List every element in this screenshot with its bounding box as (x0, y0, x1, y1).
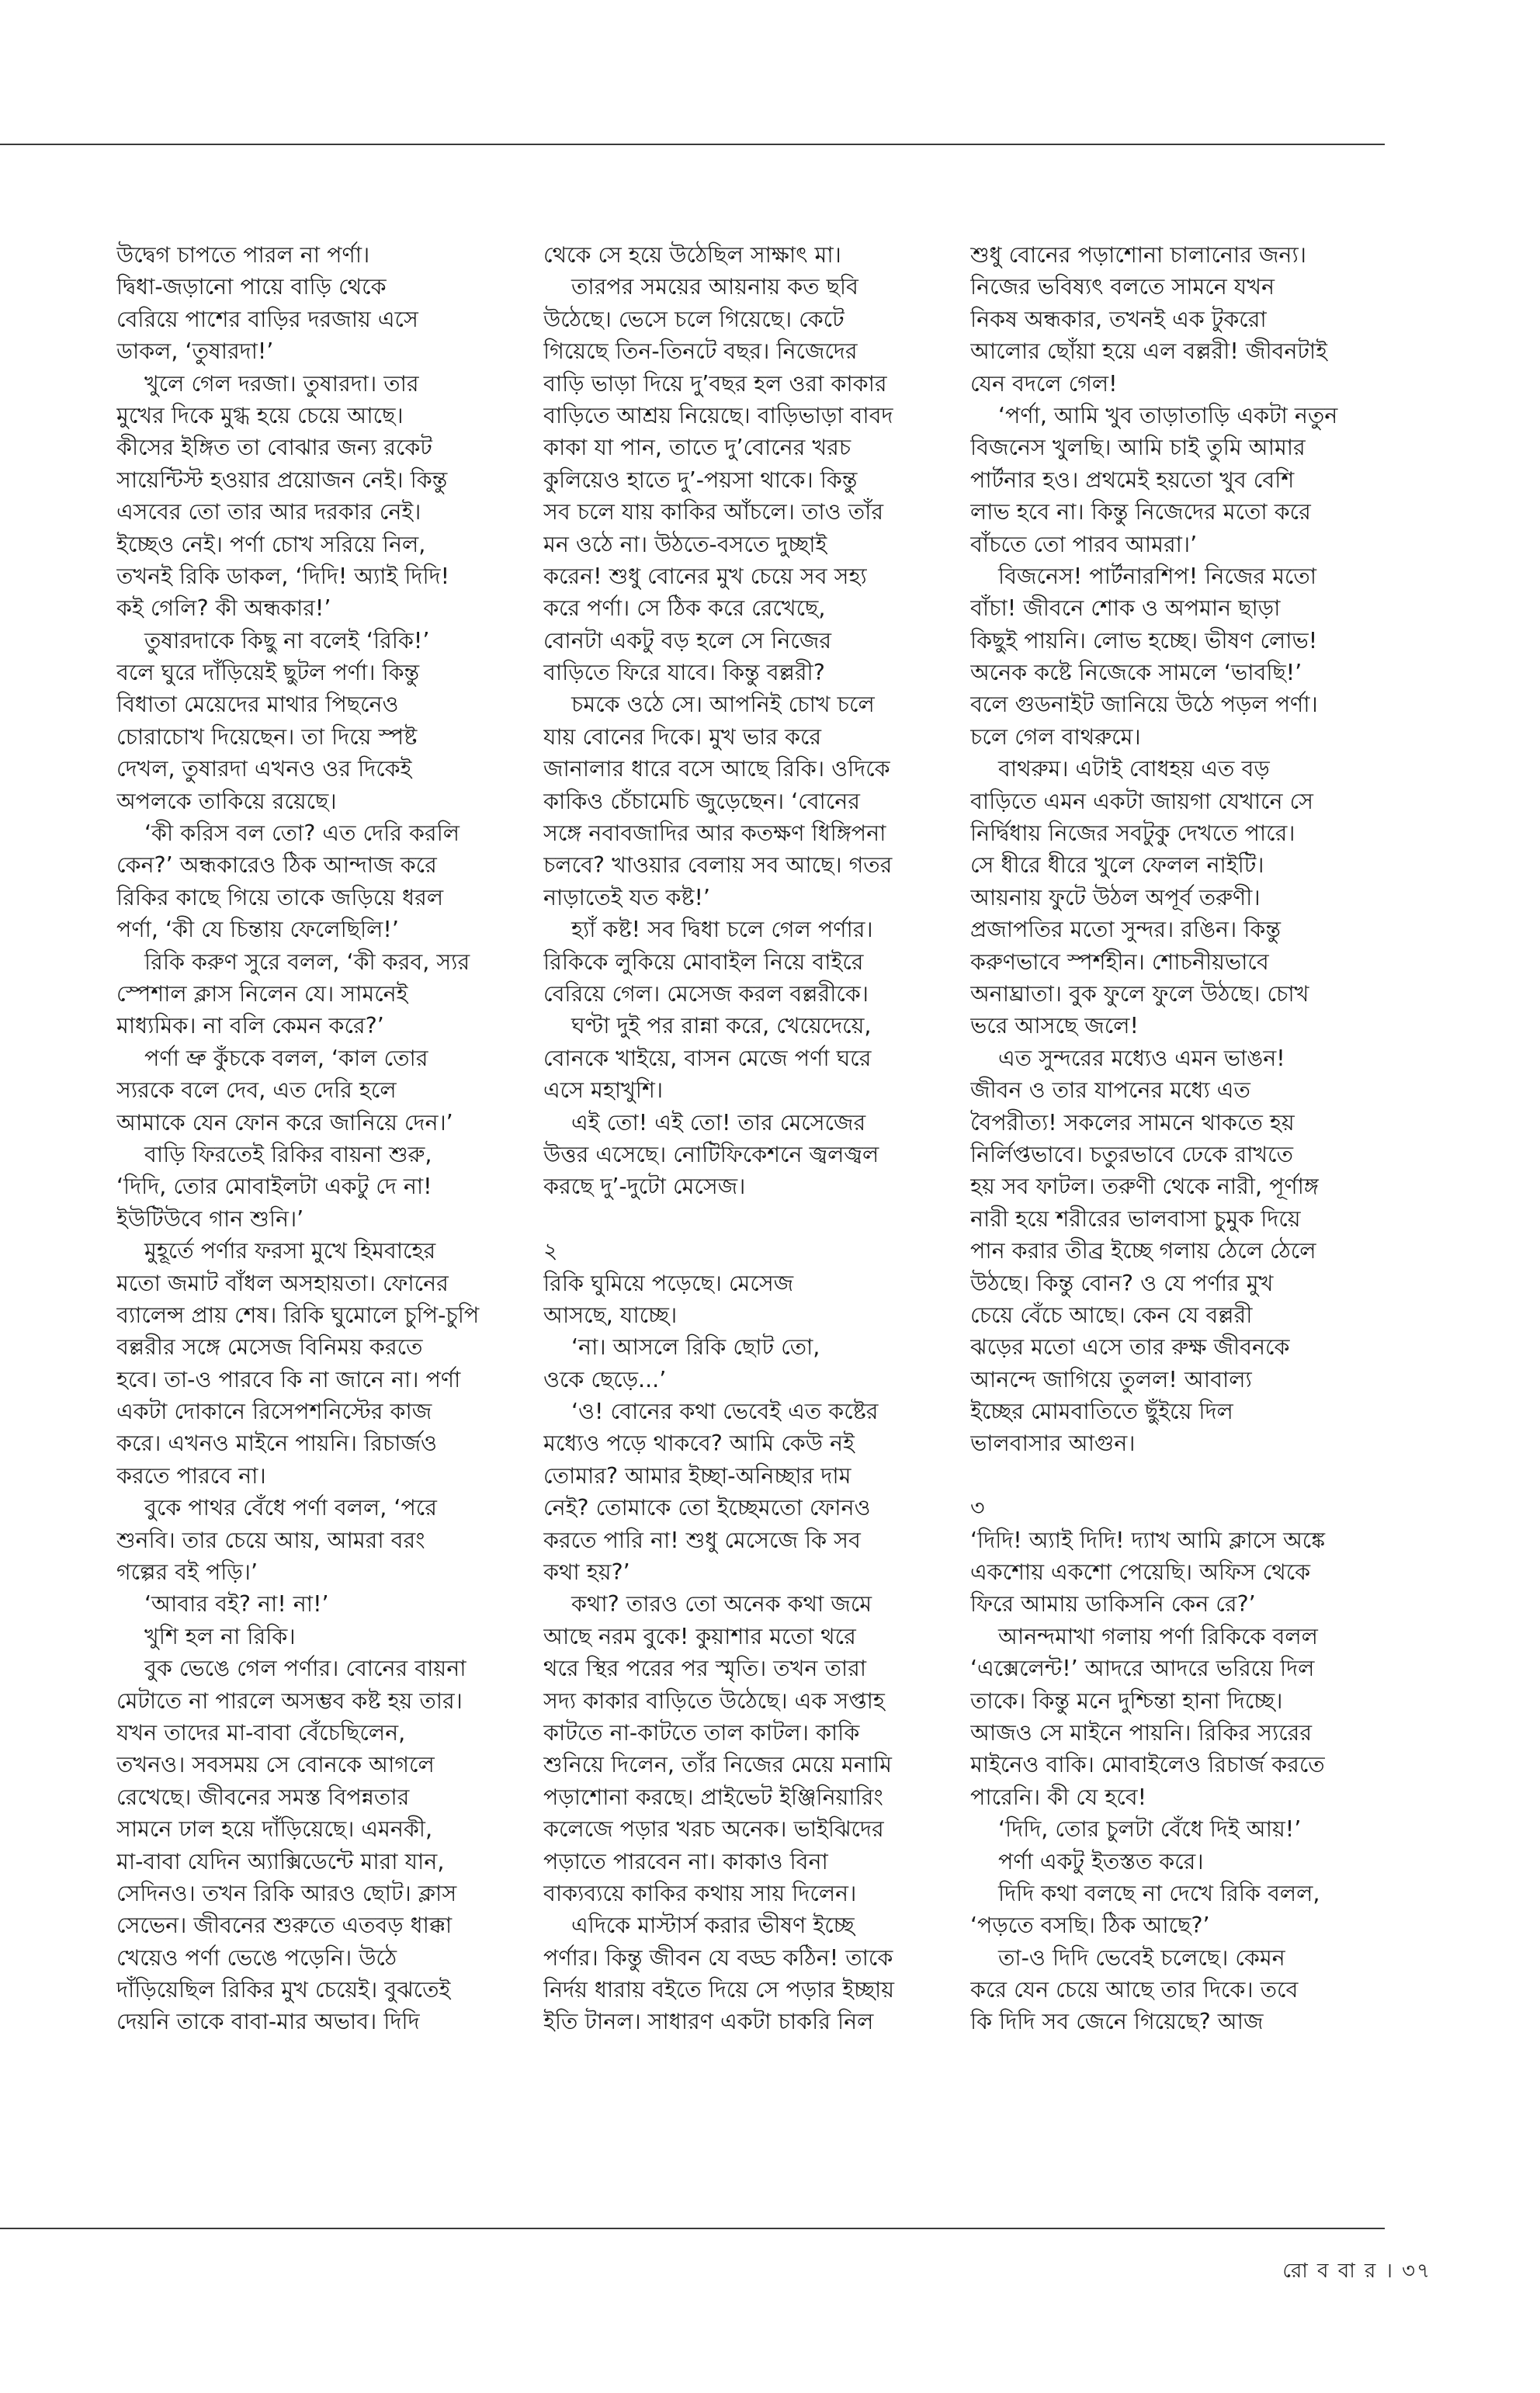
text-line: এই তো! এই তো! তার মেসেজের (571, 1109, 866, 1136)
text-line: এসবের তো তার আর দরকার নেই। (116, 499, 421, 525)
text-line: স্যরকে বলে দেব, এত দেরি হলে (116, 1077, 397, 1104)
text-line: যেন বদলে গেল! (970, 370, 1118, 397)
text-line: আলোর ছোঁয়া হয়ে এল বল্লরী! জীবনটাই (970, 338, 1327, 365)
text-line: পর্ণার। কিন্তু জীবন যে বড্ড কঠিন! তাকে (543, 1944, 893, 1971)
text-line: করে যেন চেয়ে আছে তার দিকে। তবে (970, 1977, 1299, 2003)
text-line: ‘দিদি! অ্যাই দিদি! দ্যাখ আমি ক্লাসে অঙ্কে (970, 1527, 1326, 1553)
text-line: বাঁচতে তো পারব আমরা।’ (970, 531, 1198, 557)
text-line: থরে স্থির পরের পর স্মৃতি। তখন তারা (543, 1656, 867, 1682)
column-2 (543, 239, 947, 2038)
text-line: তা-ও দিদি ভেবেই চলেছে। কেমন (998, 1944, 1285, 1971)
text-line: থেকে সে হয়ে উঠেছিল সাক্ষাৎ মা। (543, 242, 841, 268)
text-line: চলবে? খাওয়ার বেলায় সব আছে। গতর (543, 852, 893, 879)
text-line: দেখল, তুষারদা এখনও ওর দিকেই (116, 756, 412, 782)
text-line: একশোয় একশো পেয়েছি। অফিস থেকে (970, 1559, 1311, 1586)
text-line: বাড়ি ভাড়া দিয়ে দু’বছর হল ওরা কাকার (543, 370, 887, 397)
text-line: কুলিয়েও হাতে দু’-পয়সা থাকে। কিন্তু (543, 466, 858, 493)
text-line: মেটাতে না পারলে অসম্ভব কষ্ট হয় তার। (116, 1687, 463, 1714)
text-line: দ্বিধা-জড়ানো পায়ে বাড়ি থেকে (116, 274, 387, 300)
text-line: চমকে ওঠে সে। আপনিই চোখ চলে (571, 692, 875, 718)
text-line: খুলে গেল দরজা। তুষারদা। তার (144, 370, 419, 397)
text-line: ইচ্ছেও নেই। পর্ণা চোখ সরিয়ে নিল, (116, 531, 426, 557)
text-line: পারেনি। কী যে হবে! (970, 1784, 1147, 1810)
text-line: ‘কী করিস বল তো? এত দেরি করলি (144, 820, 460, 847)
text-line: রিকির কাছে গিয়ে তাকে জড়িয়ে ধরল (116, 884, 444, 910)
text-line: ঝড়ের মতো এসে তার রুক্ষ জীবনকে (970, 1334, 1290, 1361)
text-line: উঠেছে। ভেসে চলে গিয়েছে। কেটে (543, 306, 845, 332)
text-line: বোনকে খাইয়ে, বাসন মেজে পর্ণা ঘরে (543, 1045, 872, 1071)
text-line: বুকে পাথর বেঁধে পর্ণা বলল, ‘পরে (144, 1495, 437, 1521)
text-line: আমাকে যেন ফোন করে জানিয়ে দেন।’ (116, 1109, 453, 1136)
text-line: খেয়েও পর্ণা ভেঙে পড়েনি। উঠে (116, 1944, 397, 1971)
text-line: মুখের দিকে মুগ্ধ হয়ে চেয়ে আছে। (116, 402, 404, 428)
text-line: গিয়েছে তিন-তিনটে বছর। নিজেদের (543, 338, 858, 365)
text-line: পার্টনার হও। প্রথমেই হয়তো খুব বেশি (970, 466, 1295, 493)
text-line: আজও সে মাইনে পায়নি। রিকির স্যরের (970, 1719, 1313, 1746)
text-line: গল্পের বই পড়ি।’ (116, 1559, 258, 1586)
text-line: এসে মহাখুশি। (543, 1077, 664, 1104)
text-line: ‘আবার বই? না! না!’ (144, 1591, 329, 1618)
page-folio: রো ব বা র । ৩৭ (1282, 2259, 1431, 2283)
text-line: নির্লিপ্তভাবে। চতুরভাবে ঢেকে রাখতে (970, 1141, 1293, 1167)
text-line: রিকি করুণ সুরে বলল, ‘কী করব, স্যর (144, 949, 470, 975)
text-line: সে ধীরে ধীরে খুলে ফেলল নাইটি। (970, 852, 1264, 879)
text-line: বিধাতা মেয়েদের মাথার পিছনেও (116, 692, 399, 718)
text-line: মধ্যেও পড়ে থাকবে? আমি কেউ নই (543, 1431, 855, 1457)
text-line: বিজনেস খুলছি। আমি চাই তুমি আমার (970, 435, 1306, 461)
top-rule (0, 144, 1385, 145)
text-line: নারী হয়ে শরীরের ভালবাসা চুমুক দিয়ে (970, 1205, 1301, 1232)
text-line: নির্দয় ধারায় বইতে দিয়ে সে পড়ার ইচ্ছায় (543, 1977, 895, 2003)
text-line: কথা? তারও তো অনেক কথা জমে (571, 1591, 872, 1618)
text-line: খুশি হল না রিকি। (144, 1623, 296, 1649)
text-line: ৩ (970, 1495, 985, 1521)
text-line: বল্লরীর সঙ্গে মেসেজ বিনিময় করতে (116, 1334, 423, 1361)
text-line: একটা দোকানে রিসেপশনিস্টের কাজ (116, 1399, 432, 1425)
section-gap (970, 1460, 1374, 1492)
text-line: পড়াতে পারবেন না। কাকাও বিনা (543, 1848, 828, 1875)
text-line: বাথরুম। এটাই বোধহয় এত বড় (998, 756, 1270, 782)
text-line: আয়নায় ফুটে উঠল অপূর্ব তরুণী। (970, 884, 1261, 910)
text-line: বলে ঘুরে দাঁড়িয়েই ছুটল পর্ণা। কিন্তু (116, 660, 420, 686)
text-line: বুক ভেঙে গেল পর্ণার। বোনের বায়না (144, 1656, 467, 1682)
text-line: করে পর্ণা। সে ঠিক করে রেখেছে, (543, 595, 826, 622)
text-line: কীসের ইঙ্গিত তা বোঝার জন্য রকেট (116, 435, 432, 461)
text-line: দিদি কথা বলছে না দেখে রিকি বলল, (998, 1880, 1320, 1906)
text-line: সেভেন। জীবনের শুরুতে এতবড় ধাক্কা (116, 1913, 453, 1939)
text-line: নির্দ্বিধায় নিজের সবটুকু দেখতে পারে। (970, 820, 1295, 847)
text-line: শুনিয়ে দিলেন, তাঁর নিজের মেয়ে মনামি (543, 1752, 892, 1778)
text-line: শুধু বোনের পড়াশোনা চালানোর জন্য। (970, 242, 1306, 268)
text-line: তাকে। কিন্তু মনে দুশ্চিন্তা হানা দিচ্ছে। (970, 1687, 1283, 1714)
text-line: কই গেলি? কী অন্ধকার!’ (116, 595, 331, 622)
text-line: ইতি টানল। সাধারণ একটা চাকরি নিল (543, 2009, 874, 2035)
text-line: এদিকে মাস্টার্স করার ভীষণ ইচ্ছে (571, 1913, 855, 1939)
text-line: রেখেছে। জীবনের সমস্ত বিপন্নতার (116, 1784, 410, 1810)
text-line: সদ্য কাকার বাড়িতে উঠেছে। এক সপ্তাহ (543, 1687, 885, 1714)
text-line: হবে। তা-ও পারবে কি না জানে না। পর্ণা (116, 1366, 461, 1392)
text-line: নিজের ভবিষ্যৎ বলতে সামনে যখন (970, 274, 1275, 300)
text-line: যায় বোনের দিকে। মুখ ভার করে (543, 723, 822, 750)
text-line: এত সুন্দরের মধ্যেও এমন ভাঙন! (998, 1045, 1285, 1071)
text-line: করতে পারবে না। (116, 1462, 266, 1489)
text-line: কলেজে পড়ার খরচ অনেক। ভাইঝিদের (543, 1816, 884, 1843)
text-line: মতো জমাট বাঁধল অসহায়তা। ফোনের (116, 1270, 449, 1296)
text-line: কথা হয়?’ (543, 1559, 630, 1586)
text-line: আনন্দমাখা গলায় পর্ণা রিকিকে বলল (998, 1623, 1318, 1649)
text-line: বাক্যব্যয়ে কাকির কথায় সায় দিলেন। (543, 1880, 857, 1906)
text-line: ২ (543, 1238, 558, 1264)
text-line: যখন তাদের মা-বাবা বেঁচেছিলেন, (116, 1719, 406, 1746)
text-line: অনাঘ্রাতা। বুক ফুলে ফুলে উঠছে। চোখ (970, 980, 1309, 1007)
text-line: দেয়নি তাকে বাবা-মার অভাব। দিদি (116, 2009, 420, 2035)
text-line: ‘দিদি, তোর মোবাইলটা একটু দে না! (116, 1174, 432, 1200)
text-line: স্পেশাল ক্লাস নিলেন যে। সামনেই (116, 980, 408, 1007)
text-line: মা-বাবা যেদিন অ্যাক্সিডেন্টে মারা যান, (116, 1848, 445, 1875)
text-line: বোনটা একটু বড় হলে সে নিজের (543, 627, 831, 654)
text-line: মুহূর্তে পর্ণার ফরসা মুখে হিমবাহের (144, 1238, 436, 1264)
text-line: ডাকল, ‘তুষারদা!’ (116, 338, 274, 365)
text-line: ইচ্ছের মোমবাতিতে ছুঁইয়ে দিল (970, 1399, 1233, 1425)
text-line: সেদিনও। তখন রিকি আরও ছোট। ক্লাস (116, 1880, 457, 1906)
text-line: জীবন ও তার যাপনের মধ্যে এত (970, 1077, 1250, 1104)
text-line: পান করার তীব্র ইচ্ছে গলায় ঠেলে ঠেলে (970, 1238, 1316, 1264)
text-line: মাধ্যমিক। না বলি কেমন করে?’ (116, 1013, 384, 1039)
text-line: অনেক কষ্টে নিজেকে সামলে ‘ভাবছি!’ (970, 660, 1302, 686)
text-line: বলে গুডনাইট জানিয়ে উঠে পড়ল পর্ণা। (970, 692, 1318, 718)
text-line: বাড়িতে আশ্রয় নিয়েছে। বাড়িভাড়া বাবদ (543, 402, 893, 428)
text-line: আছে নরম বুকে! কুয়াশার মতো থরে (543, 1623, 856, 1649)
text-line: ফিরে আমায় ডাকিসনি কেন রে?’ (970, 1591, 1256, 1618)
text-line: নেই? তোমাকে তো ইচ্ছেমতো ফোনও (543, 1495, 871, 1521)
text-line: মন ওঠে না। উঠতে-বসতে দুচ্ছাই (543, 531, 827, 557)
text-line: চোরাচোখ দিয়েছেন। তা দিয়ে স্পষ্ট (116, 723, 418, 750)
text-line: উঠছে। কিন্তু বোন? ও যে পর্ণার মুখ (970, 1270, 1274, 1296)
text-line: ‘এক্সেলেন্ট!’ আদরে আদরে ভরিয়ে দিল (970, 1656, 1315, 1682)
text-line: ঘণ্টা দুই পর রান্না করে, খেয়েদেয়ে, (571, 1013, 872, 1039)
text-line: হয় সব ফাটল। তরুণী থেকে নারী, পূর্ণাঙ্গ (970, 1174, 1319, 1200)
bottom-rule (0, 2228, 1385, 2229)
text-line: ভালবাসার আগুন। (970, 1431, 1136, 1457)
text-line: তারপর সময়ের আয়নায় কত ছবি (571, 274, 858, 300)
text-line: করেন! শুধু বোনের মুখ চেয়ে সব সহ্য (543, 563, 867, 589)
text-line: তোমার? আমার ইচ্ছা-অনিচ্ছার দাম (543, 1462, 852, 1489)
text-line: রিকি ঘুমিয়ে পড়েছে। মেসেজ (543, 1270, 794, 1296)
text-line: ইউটিউবে গান শুনি।’ (116, 1205, 304, 1232)
text-line: কিছুই পায়নি। লোভ হচ্ছে। ভীষণ লোভ! (970, 627, 1318, 654)
column-3 (970, 239, 1374, 2038)
text-line: ওকে ছেড়ে...’ (543, 1366, 667, 1392)
text-line: চলে গেল বাথরুমে। (970, 723, 1141, 750)
text-line: হ্যাঁ কষ্ট! সব দ্বিধা চলে গেল পর্ণার। (571, 917, 873, 943)
text-line: লাভ হবে না। কিন্তু নিজেদের মতো করে (970, 499, 1311, 525)
text-line: প্রজাপতির মতো সুন্দর। রঙিন। কিন্তু (970, 917, 1281, 943)
text-line: সায়েন্টিস্ট হওয়ার প্রয়োজন নেই। কিন্তু (116, 466, 448, 493)
text-line: উত্তর এসেছে। নোটিফিকেশনে জ্বলজ্বল (543, 1141, 879, 1167)
text-line: কেন?’ অন্ধকারেও ঠিক আন্দাজ করে (116, 852, 437, 879)
text-line: পর্ণা, ‘কী যে চিন্তায় ফেলেছিলি!’ (116, 917, 399, 943)
text-line: উদ্বেগ চাপতে পারল না পর্ণা। (116, 242, 370, 268)
text-line: বৈপরীত্য! সকলের সামনে থাকতে হয় (970, 1109, 1295, 1136)
text-line: বাড়ি ফিরতেই রিকির বায়না শুরু, (144, 1141, 432, 1167)
text-line: বাড়িতে ফিরে যাবে। কিন্তু বল্লরী? (543, 660, 825, 686)
text-line: করে। এখনও মাইনে পায়নি। রিচার্জও (116, 1431, 437, 1457)
text-line: পর্ণা একটু ইতস্তত করে। (998, 1848, 1204, 1875)
text-line: ব্যালেন্স প্রায় শেষ। রিকি ঘুমোলে চুপি-চুপি (116, 1302, 480, 1328)
text-line: তুষারদাকে কিছু না বলেই ‘রিকি!’ (144, 627, 430, 654)
text-line: বাড়িতে এমন একটা জায়গা যেখানে সে (970, 788, 1313, 814)
text-line: কাকিও চেঁচামেচি জুড়েছেন। ‘বোনের (543, 788, 860, 814)
text-line: রিকিকে লুকিয়ে মোবাইল নিয়ে বাইরে (543, 949, 864, 975)
text-line: বেরিয়ে পাশের বাড়ির দরজায় এসে (116, 306, 418, 332)
text-line: তখনও। সবসময় সে বোনকে আগলে (116, 1752, 435, 1778)
text-line: করুণভাবে স্পর্শহীন। শোচনীয়ভাবে (970, 949, 1269, 975)
text-line: ‘দিদি, তোর চুলটা বেঁধে দিই আয়!’ (998, 1816, 1302, 1843)
text-line: কি দিদি সব জেনে গিয়েছে? আজ (970, 2009, 1264, 2035)
text-line: শুনবি। তার চেয়ে আয়, আমরা বরং (116, 1527, 425, 1553)
text-line: সামনে ঢাল হয়ে দাঁড়িয়েছে। এমনকী, (116, 1816, 433, 1843)
text-line: কাটতে না-কাটতে তাল কাটল। কাকি (543, 1719, 860, 1746)
text-line: মাইনেও বাকি। মোবাইলেও রিচার্জ করতে (970, 1752, 1325, 1778)
text-line: বেরিয়ে গেল। মেসেজ করল বল্লরীকে। (543, 980, 869, 1007)
text-line: পড়াশোনা করছে। প্রাইভেট ইঞ্জিনিয়ারিং (543, 1784, 883, 1810)
text-line: ‘পর্ণা, আমি খুব তাড়াতাড়ি একটা নতুন (998, 402, 1338, 428)
text-line: আনন্দে জাগিয়ে তুলল! আবাল্য (970, 1366, 1252, 1392)
text-line: ‘ও! বোনের কথা ভেবেই এত কষ্টের (571, 1399, 879, 1425)
text-line: চেয়ে বেঁচে আছে। কেন যে বল্লরী (970, 1302, 1253, 1328)
text-line: নিকষ অন্ধকার, তখনই এক টুকরো (970, 306, 1267, 332)
text-line: দাঁড়িয়েছিল রিকির মুখ চেয়েই। বুঝতেই (116, 1977, 451, 2003)
text-line: করতে পারি না! শুধু মেসেজে কি সব (543, 1527, 861, 1553)
text-line: অপলকে তাকিয়ে রয়েছে। (116, 788, 337, 814)
text-line: তখনই রিকি ডাকল, ‘দিদি! অ্যাই দিদি! (116, 563, 450, 589)
section-gap (543, 1203, 947, 1235)
text-line: করছে দু’-দুটো মেসেজ। (543, 1174, 746, 1200)
text-line: ভরে আসছে জলে! (970, 1013, 1139, 1039)
text-line: বিজনেস! পার্টনারশিপ! নিজের মতো (998, 563, 1317, 589)
text-line: ‘না। আসলে রিকি ছোট তো, (571, 1334, 820, 1361)
text-line: সব চলে যায় কাকির আঁচলে। তাও তাঁর (543, 499, 884, 525)
text-line: আসছে, যাচ্ছে। (543, 1302, 678, 1328)
text-line: জানালার ধারে বসে আছে রিকি। ওদিকে (543, 756, 890, 782)
text-line: কাকা যা পান, তাতে দু’বোনের খরচ (543, 435, 852, 461)
text-line: পর্ণা ভ্রু কুঁচকে বলল, ‘কাল তোর (144, 1045, 428, 1071)
text-line: সঙ্গে নবাবজাদির আর কতক্ষণ ধিঙ্গিপনা (543, 820, 886, 847)
text-line: ‘পড়তে বসছি। ঠিক আছে?’ (970, 1913, 1210, 1939)
column-1 (116, 239, 520, 2038)
text-line: নাড়াতেই যত কষ্ট!’ (543, 884, 710, 910)
text-line: বাঁচা! জীবনে শোক ও অপমান ছাড়া (970, 595, 1281, 622)
